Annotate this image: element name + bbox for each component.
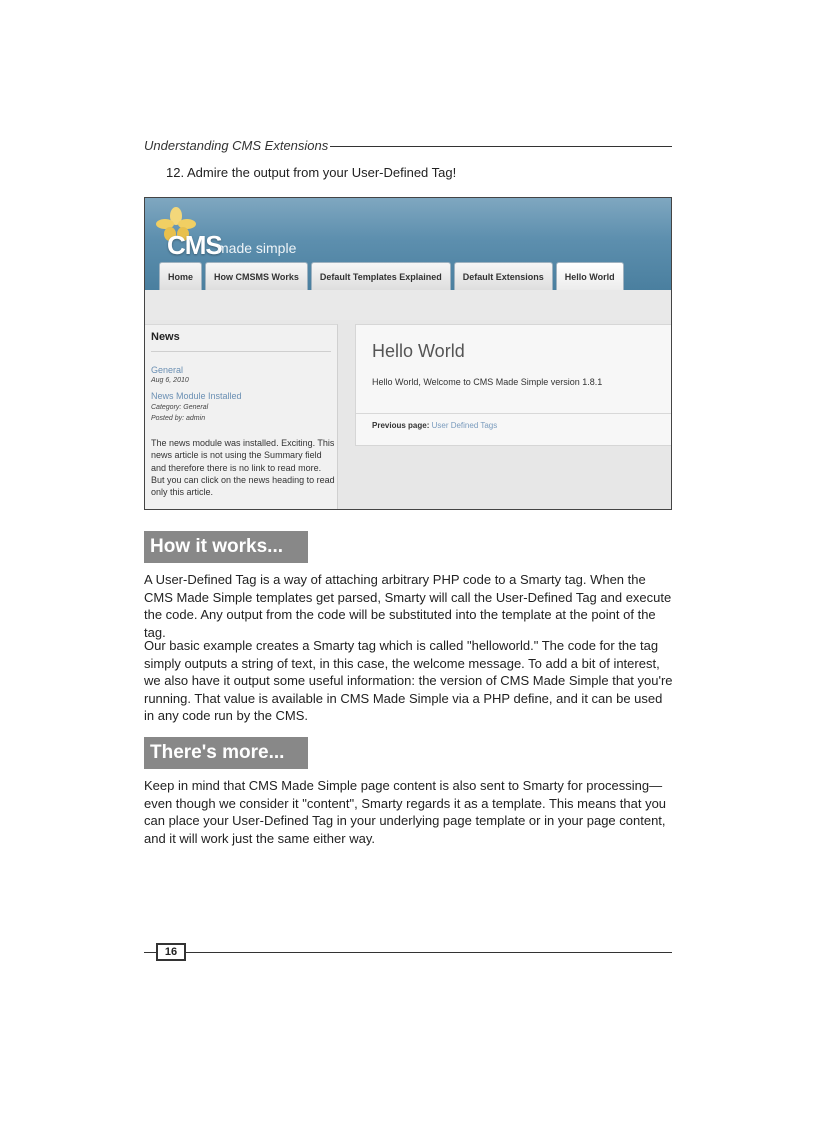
step-text: 12. Admire the output from your User-Defined Tag! xyxy=(166,165,457,180)
paragraph-how-it-works-2: Our basic example creates a Smarty tag which is called "helloworld." The code for the tag simply outputs a string of text, in this case, the welcome message. To add a bit of interest, we also have it output some useful information: the version of CMS Made Simple that you're running. That value is available in CMS Made Simple via a PHP define, and it can be used in any code run by the CMS. xyxy=(144,638,673,723)
previous-page-link[interactable]: User Defined Tags xyxy=(431,421,498,430)
news-title: News xyxy=(151,331,180,343)
paragraph-how-it-works-1: A User-Defined Tag is a way of attaching arbitrary PHP code to a Smarty tag. When the CMS Made Simple templates get parsed, Smarty will call the User-Defined Tag and execute the code. Any output from the code will be substituted into the template at the point of the tag. xyxy=(144,572,672,640)
news-date: Aug 6, 2010 xyxy=(151,377,189,384)
sidebar-divider xyxy=(151,351,331,352)
footer-rule xyxy=(144,952,672,953)
logo-text: CMS xyxy=(167,230,222,260)
logo-subtitle: made simple xyxy=(217,240,297,256)
tab-hello-world[interactable]: Hello World xyxy=(556,262,624,290)
site-nav-tabs xyxy=(159,262,624,290)
news-article-link[interactable]: News Module Installed xyxy=(151,391,242,401)
running-header-text: Understanding CMS Extensions xyxy=(144,138,329,153)
screenshot-figure xyxy=(144,197,672,510)
previous-page-label: Previous page: xyxy=(372,421,430,430)
news-category: Category: General xyxy=(151,404,209,411)
tab-default-templates[interactable]: Default Templates Explained xyxy=(311,262,451,290)
news-category-link[interactable]: General xyxy=(151,365,184,375)
site-banner xyxy=(145,198,671,290)
content-divider xyxy=(356,413,672,414)
section-heading-how-it-works: How it works... xyxy=(144,531,308,563)
news-posted-by: Posted by: admin xyxy=(151,415,206,422)
page-number: 16 xyxy=(156,943,186,961)
main-content xyxy=(355,324,672,446)
nav-strip xyxy=(145,290,671,320)
tab-how-cmsms-works[interactable]: How CMSMS Works xyxy=(205,262,308,290)
page-footer xyxy=(144,943,672,963)
content-text: Hello World, Welcome to CMS Made Simple version 1.8.1 xyxy=(372,377,603,387)
content-title: Hello World xyxy=(372,341,465,361)
news-body: The news module was installed. Exciting. This news article is not using the Summary field and therefore there is no link to read more. But you can click on the news heading to read only this article. xyxy=(151,438,335,498)
tab-default-extensions[interactable]: Default Extensions xyxy=(454,262,553,290)
section-heading-theres-more: There's more... xyxy=(144,737,308,769)
paragraph-theres-more: Keep in mind that CMS Made Simple page content is also sent to Smarty for processing—even though we consider it "content", Smarty regards it as a template. This means that you can place your User-Defined Tag in your underlying page template or in your page content, and it will work just the same either way. xyxy=(144,778,667,846)
previous-page xyxy=(372,421,497,430)
news-sidebar xyxy=(145,324,338,510)
tab-home[interactable]: Home xyxy=(159,262,202,290)
running-header xyxy=(144,137,672,153)
